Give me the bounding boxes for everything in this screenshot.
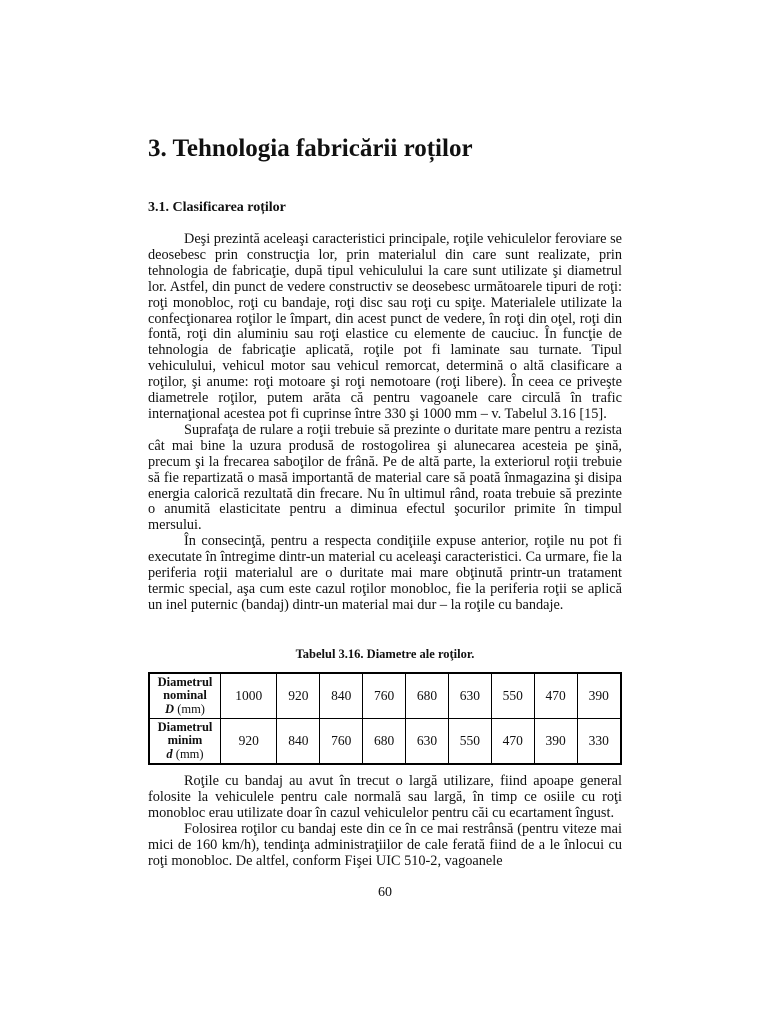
table-cell: 760 bbox=[320, 719, 363, 765]
row-label: minim bbox=[167, 733, 203, 748]
row-symbol: d bbox=[166, 746, 173, 761]
table-cell: 330 bbox=[577, 719, 621, 765]
row-header-minimum bbox=[149, 719, 221, 765]
table-cell: 550 bbox=[448, 719, 491, 765]
table-cell: 680 bbox=[363, 719, 406, 765]
body-text-top bbox=[148, 232, 622, 614]
table-cell: 1000 bbox=[221, 673, 277, 719]
row-unit: (mm) bbox=[177, 701, 205, 716]
section-title: 3.1. Clasificarea roților bbox=[148, 200, 286, 215]
paragraph: Folosirea roţilor cu bandaj este din ce în ce mai restrânsă (pentru viteze mai mici de 160 km/h), tendinţa administraţiilor de cale ferată fiind de a le înlocui cu roţi monobloc. De altfel, conform Fişei UIC 510-2, vagoanele bbox=[148, 820, 622, 869]
table-cell: 760 bbox=[363, 673, 406, 719]
paragraph: În consecinţă, pentru a respecta condiţiile expuse anterior, roţile nu pot fi executate în întregime dintr-un material cu aceleaşi caracteristici. Ca urmare, fie la periferia roţii materialul are o duritate mai mare obţinută printr-un tratament termic special, aşa cum este cazul roţilor monobloc, fie la periferia roţii se aplică un inel puternic (bandaj) dintr-un material mai dur – la roţile cu bandaje. bbox=[148, 533, 622, 613]
chapter-title: 3. Tehnologia fabricării roților bbox=[148, 135, 473, 162]
table-cell: 630 bbox=[406, 719, 449, 765]
paragraph: Suprafaţa de rulare a roţii trebuie să prezinte o duritate mare pentru a rezista cât mai bine la uzura produsă de rostogolirea şi alunecarea acesteia pe şină, precum şi la frecarea saboţilor de frână. Pe de altă parte, la exteriorul roţii trebuie să fie repartizată o masă importantă de material care să poată înmagazina şi disipa energia calorică rezultată din frecare. Nu în ultimul rând, roata trebuie să prezinte o anumită elasticitate pentru a diminua efectul şocurilor primite în timpul mersului. bbox=[148, 421, 622, 534]
table-cell: 390 bbox=[534, 719, 577, 765]
row-header-nominal bbox=[149, 673, 221, 719]
paragraph: Roţile cu bandaj au avut în trecut o largă utilizare, fiind apoape general folosite la vehiculele pentru cale normală sau largă, în timp ce osiile cu roţi monobloc erau utilizate doar în cazul vehiculelor pentru căi cu ecartament îngust. bbox=[148, 773, 622, 821]
table-cell: 680 bbox=[406, 673, 449, 719]
row-label: Diametrul bbox=[157, 719, 213, 734]
table-cell: 630 bbox=[448, 673, 491, 719]
page-number: 60 bbox=[378, 885, 392, 900]
table-cell: 550 bbox=[491, 673, 534, 719]
table-cell: 390 bbox=[577, 673, 621, 719]
table-cell: 840 bbox=[320, 673, 363, 719]
wheel-diameter-table bbox=[148, 672, 622, 765]
table-cell: 840 bbox=[277, 719, 320, 765]
table-row-nominal bbox=[149, 673, 621, 719]
table-cell: 470 bbox=[534, 673, 577, 719]
table-cell: 920 bbox=[221, 719, 277, 765]
row-unit: (mm) bbox=[175, 746, 204, 761]
body-text-bottom bbox=[148, 774, 622, 869]
table-cell: 920 bbox=[277, 673, 320, 719]
paragraph: Deşi prezintă aceleaşi caracteristici principale, roţile vehiculelor feroviare se deosebesc prin construcţia lor, prin materialul din care sunt realizate, prin tehnologia de fabricaţie, după tipul vehiculului la care sunt utilizate şi diametrul lor. Astfel, din punct de vedere constructiv se deosebesc următoarele tipuri de roţi: roţi monobloc, roţi cu bandaje, roţi disc sau roţi cu spiţe. Materialele utilizate la confecţionarea roţilor le împart, din acest punct de vedere, în roţi din oţel, roţi din fontă, roţi din aluminiu sau roţi elastice cu elemente de cauciuc. În funcţie de tehnologia de fabricaţie aplicată, roţile pot fi laminate sau turnate. Tipul vehiculului, vehicul motor sau vehicul remorcat, determină o altă clasificare a roţilor, şi anume: roţi motoare şi roţi nemotoare (roţi libere). În ceea ce priveşte diametrele roţilor, putem arăta că pentru vagoanele care circulă în trafic internaţional acestea pot fi cuprinse între 330 şi 1000 mm – v. Tabelul 3.16 [15]. bbox=[148, 231, 622, 422]
table-caption: Tabelul 3.16. Diametre ale roţilor. bbox=[295, 647, 475, 661]
table-cell: 470 bbox=[491, 719, 534, 765]
row-label: Diametrul bbox=[157, 674, 213, 689]
table-row-minimum bbox=[149, 719, 621, 765]
row-symbol: D bbox=[165, 701, 175, 716]
row-label: nominal bbox=[163, 688, 207, 703]
